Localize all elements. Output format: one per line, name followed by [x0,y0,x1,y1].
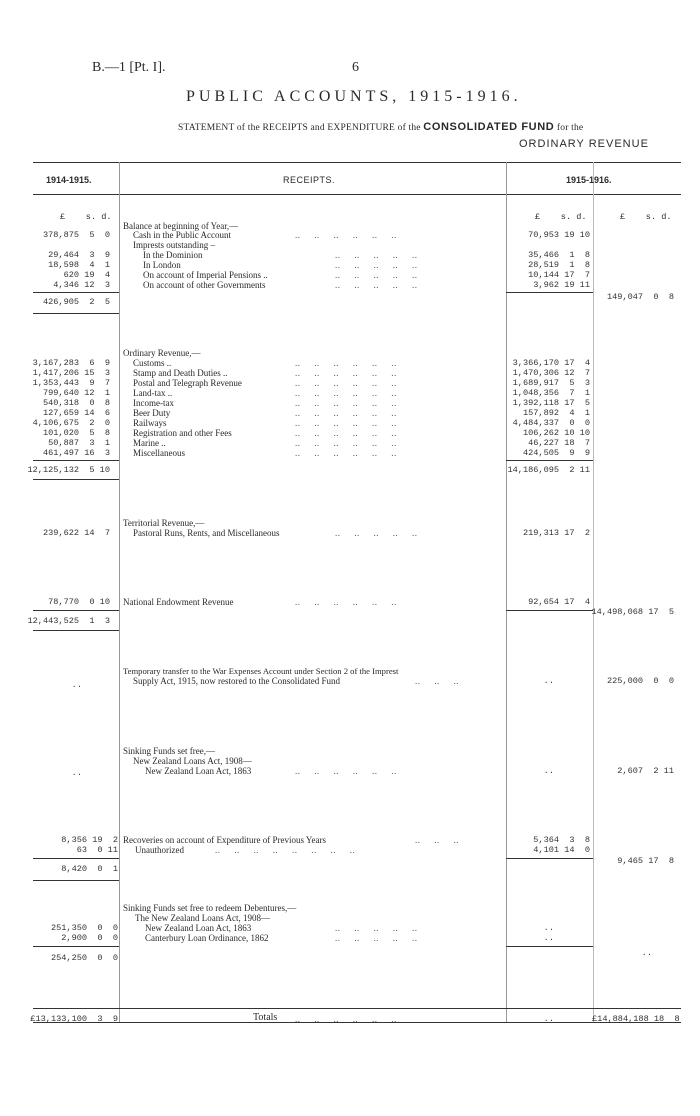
sinking-label: New Zealand Loan Act, 1863 [145,766,252,776]
leader-dots: .. .. .. .. .. .. [295,428,397,438]
subtitle-suffix: for the [556,123,584,133]
leader-dots: .. .. .. .. .. .. [295,418,397,428]
recoveries-cur-2: 4,101 14 0 [533,845,590,855]
cash-prev: 378,875 5 0 [42,230,110,240]
table-row-prev: 4,346 12 3 [53,280,110,290]
balance-subtotal-prev: 426,905 2 5 [42,297,110,307]
leader-dots: .. .. .. .. .. .. [295,438,397,448]
table-row-cur: 424,505 9 9 [522,448,590,458]
territorial-prev: 239,622 14 7 [42,528,110,538]
leader-dots: .. .. .. .. .. .. [295,408,397,418]
totals-prev: £13,133,100 3 9 [30,1014,118,1024]
table-row-cur: 1,470,306 12 7 [512,368,590,378]
imprests-heading: Imprests outstanding – [133,240,215,250]
table-row-prev: 540,318 0 8 [42,398,110,408]
table-row-label: Stamp and Death Duties .. [133,368,228,378]
table-row-cur: .. [543,923,554,933]
recoveries-cur: 5,364 3 8 [533,835,590,845]
subtotal-rule [33,460,119,461]
page-title: PUBLIC ACCOUNTS, 1915-1916. [186,88,522,105]
table-row-cur: 1,689,917 5 3 [512,378,590,388]
territorial-cur: 219,313 17 2 [522,528,590,538]
table-row-prev: 3,167,283 6 9 [32,358,110,368]
table-row-label: Miscellaneous [133,448,185,458]
transfer-line-1: Temporary transfer to the War Expenses Account under Section 2 of the Imprest [123,666,399,676]
leader-dots: .. .. .. .. .. .. [295,378,397,388]
recoveries-label-2: Unauthorized [135,845,184,855]
subtotal-rule [33,292,119,293]
endowment-subtotal-prev: 12,443,525 1 3 [27,616,110,626]
subtotal-rule [506,292,593,293]
territorial-heading: Territorial Revenue,— [123,518,205,528]
totals-cur: .. [543,1014,554,1024]
table-row-cur: 4,484,337 0 0 [512,418,590,428]
debentures-subtotal-prev: 254,250 0 0 [50,953,118,963]
transfer-line-2: Supply Act, 1915, now restored to the Consolidated Fund [133,676,340,686]
table-row-prev: 50,887 3 1 [48,438,110,448]
section-rule [33,313,119,314]
column-header-1914: 1914-1915. [46,175,92,185]
table-row-prev: 799,640 12 1 [42,388,110,398]
leader-dots: .. .. .. .. .. [335,250,418,260]
table-row-label: In London [143,260,181,270]
table-row-cur: 1,392,118 17 5 [512,398,590,408]
leader-dots: .. .. .. .. .. [335,280,418,290]
column-header-receipts: RECEIPTS. [283,175,336,185]
sinking-prev: .. [71,768,82,778]
document-reference: B.—1 [Pt. I]. [92,60,166,75]
subtotal-rule [33,858,119,859]
debentures-sub: The New Zealand Loans Act, 1908— [135,913,270,923]
leader-dots: .. .. .. .. .. .. [295,398,397,408]
header-bottom-rule [33,194,681,195]
leader-dots: .. .. .. [415,676,459,686]
table-row-prev: 29,464 3 9 [48,250,110,260]
balance-total-cur: 149,047 0 8 [606,292,674,302]
section-rule [33,880,119,881]
table-row-label: New Zealand Loan Act, 1863 [145,923,252,933]
table-row-cur: 106,262 10 10 [522,428,590,438]
section-rule [33,479,119,480]
subtotal-rule [506,946,593,947]
sinking-cur: .. [543,766,554,776]
subtotal-rule [33,610,119,611]
endowment-label: National Endowment Revenue [123,597,234,607]
col-divider-left [119,162,120,1022]
table-row-prev: 251,350 0 0 [50,923,118,933]
leader-dots: .. .. .. [415,835,459,845]
cash-label: Cash in the Public Account [133,230,231,240]
transfer-total: 225,000 0 0 [606,676,674,686]
endowment-cur: 92,654 17 4 [528,597,590,607]
ordinary-subtotal-prev: 12,125,132 5 10 [27,465,110,475]
currency-head-left: £ s. d. [60,212,112,222]
debentures-total: .. [641,948,652,958]
table-row-label: Land-tax .. [133,388,173,398]
leader-dots: .. .. .. .. .. .. [295,358,397,368]
territorial-label: Pastoral Runs, Rents, and Miscellaneous [133,528,280,538]
currency-head-right-a: £ s. d. [535,212,587,222]
col-divider-inner [593,162,594,1022]
table-row-label: Canterbury Loan Ordinance, 1862 [145,933,269,943]
table-row-prev: 461,497 16 3 [42,448,110,458]
table-row-label: Income-tax [133,398,174,408]
subtotal-rule [506,610,593,611]
endowment-prev: 78,770 0 10 [48,597,110,607]
debentures-heading: Sinking Funds set free to redeem Debentures,— [123,903,297,913]
table-row-cur: 157,892 4 1 [522,408,590,418]
balance-heading: Balance at beginning of Year,— [123,221,239,231]
table-row-label: Railways [133,418,167,428]
table-row-prev: 2,900 0 0 [61,933,118,943]
subtitle-prefix: STATEMENT of the RECEIPTS and EXPENDITURE of the [178,123,421,133]
table-row-prev: 127,659 14 6 [42,408,110,418]
statement-subtitle-2: ORDINARY REVENUE [519,138,649,150]
totals-rule [33,1008,681,1009]
ordinary-heading: Ordinary Revenue,— [123,348,201,358]
leader-dots: .. .. .. .. .. .. [295,448,397,458]
leader-dots: .. .. .. .. .. [335,270,418,280]
table-row-cur: 35,466 1 8 [528,250,590,260]
table-row-cur: 46,227 18 7 [528,438,590,448]
recoveries-prev: 8,356 19 2 [61,835,118,845]
recoveries-total: 9,465 17 8 [617,856,674,866]
page-number: 6 [352,60,359,75]
sinking-heading: Sinking Funds set free,— [123,746,215,756]
table-row-prev: 18,598 4 1 [48,260,110,270]
table-row-cur: 28,519 1 8 [528,260,590,270]
table-row-prev: 620 19 4 [63,270,110,280]
subtotal-rule [506,460,593,461]
recoveries-prev-2: 63 0 11 [76,845,118,855]
table-row-label: Beer Duty [133,408,171,418]
table-row-label: In the Dominion [143,250,203,260]
table-row-label: On account of other Governments [143,280,266,290]
leader-dots: .. .. .. .. .. .. [295,597,397,607]
column-header-1915: 1915-1916. [566,175,612,185]
table-row-cur: 1,048,356 7 1 [512,388,590,398]
transfer-prev: .. [71,680,82,690]
ordinary-subtotal-cur: 14,186,095 2 11 [507,465,590,475]
table-row-label: On account of Imperial Pensions .. [143,270,268,280]
table-row-cur: 10,144 17 7 [528,270,590,280]
table-row-cur: 3,366,170 17 4 [512,358,590,368]
recoveries-subtotal-prev: 8,420 0 1 [61,864,118,874]
table-row-cur: 3,962 19 11 [533,280,590,290]
table-row-prev: 1,353,443 9 7 [32,378,110,388]
leader-dots: .. .. .. .. .. [335,933,418,943]
table-row-label: Customs .. [133,358,172,368]
currency-head-right-b: £ s. d. [620,212,672,222]
totals-label: Totals [253,1012,278,1023]
subtotal-rule [33,946,119,947]
table-row-cur: .. [543,933,554,943]
table-row-label: Marine .. [133,438,166,448]
leader-dots: .. .. .. .. .. .. [295,230,397,240]
sinking-sub: New Zealand Loans Act, 1908— [133,756,252,766]
leader-dots: .. .. .. .. .. .. [295,766,397,776]
table-row-label: Postal and Telegraph Revenue [133,378,242,388]
table-top-rule [33,162,681,163]
table-row-label: Registration and other Fees [133,428,232,438]
leader-dots: .. .. .. .. .. .. [295,388,397,398]
leader-dots: .. .. .. .. .. [335,260,418,270]
recoveries-label: Recoveries on account of Expenditure of Previous Years [123,835,326,845]
cash-cur: 70,953 19 10 [528,230,590,240]
section-rule [33,630,119,631]
leader-dots: .. .. .. .. .. [335,923,418,933]
leader-dots: .. .. .. .. .. .. .. .. [215,845,356,855]
col-divider-right [506,162,507,1022]
subtitle-bold: CONSOLIDATED FUND [423,121,555,133]
endowment-total-cur: 14,498,068 17 5 [591,607,674,617]
subtotal-rule [506,858,593,859]
statement-subtitle [178,121,583,133]
table-row-prev: 101,020 5 8 [42,428,110,438]
transfer-cur: .. [543,676,554,686]
leader-dots: .. .. .. .. .. .. [295,1014,397,1024]
leader-dots: .. .. .. .. .. [335,528,418,538]
totals-total: £14,884,188 18 8 [592,1014,680,1024]
sinking-total: 2,607 2 11 [617,766,674,776]
table-row-prev: 4,106,675 2 0 [32,418,110,428]
leader-dots: .. .. .. .. .. .. [295,368,397,378]
table-row-prev: 1,417,206 15 3 [32,368,110,378]
